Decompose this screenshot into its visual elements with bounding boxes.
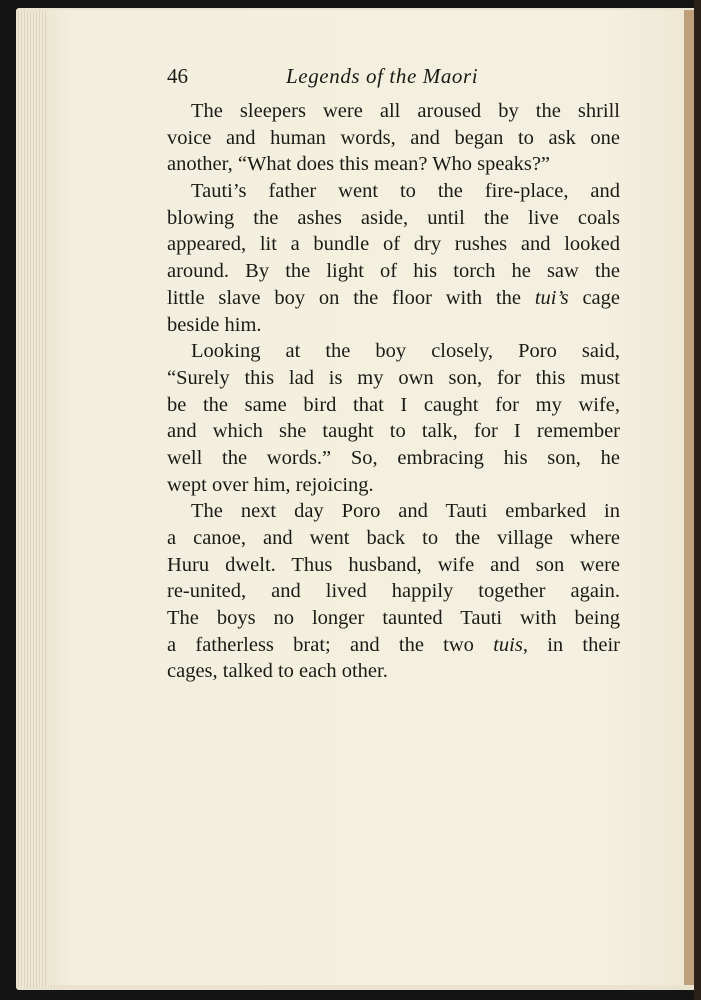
paragraph xyxy=(167,178,620,338)
text-line xyxy=(167,552,620,579)
text-line xyxy=(167,445,620,472)
line-segment: re-united, and lived happily together again. xyxy=(167,580,620,603)
text-line xyxy=(167,392,620,419)
line-segment: The sleepers were all aroused by the shrill xyxy=(191,100,620,122)
text-line xyxy=(167,365,620,392)
text-line xyxy=(167,632,620,659)
text-line xyxy=(167,498,620,525)
text-line xyxy=(167,418,620,445)
line-segment: voice and human words, and began to ask one xyxy=(167,126,620,149)
scan-border xyxy=(694,0,701,1000)
line-segment: and which she taught to talk, for I remember xyxy=(167,420,620,443)
text-line xyxy=(167,338,620,365)
text-line xyxy=(167,125,620,152)
italic-word: tui’s xyxy=(534,286,569,309)
text-line xyxy=(167,258,620,285)
line-segment: Huru dwelt. Thus husband, wife and son were xyxy=(167,553,620,576)
line-segment: around. By the light of his torch he saw the xyxy=(167,260,620,283)
text-line xyxy=(167,151,620,178)
line-segment: be the same bird that I caught for my wife, xyxy=(167,393,620,416)
italic-word: tuis, xyxy=(493,633,528,656)
line-segment: in their xyxy=(527,633,620,656)
text-line xyxy=(167,98,620,125)
line-segment: little slave boy on the floor with the xyxy=(167,286,535,309)
line-segment: another, “What does this mean? Who speaks?” xyxy=(167,153,551,176)
line-segment: blowing the ashes aside, until the live coals xyxy=(167,206,620,229)
line-segment: a canoe, and went back to the village where xyxy=(167,527,620,549)
line-segment: The next day Poro and Tauti embarked in xyxy=(191,500,620,523)
line-segment: Looking at the boy closely, Poro said, xyxy=(191,340,620,363)
text-line xyxy=(167,312,620,339)
line-segment: wept over him, rejoicing. xyxy=(167,473,374,496)
text-line xyxy=(167,578,620,605)
line-segment: well the words.” So, embracing his son, he xyxy=(167,446,620,469)
text-line xyxy=(167,605,620,632)
paragraph xyxy=(167,498,620,685)
text-line xyxy=(167,178,620,205)
line-segment: cages, talked to each other. xyxy=(167,660,388,683)
paragraph xyxy=(167,98,620,178)
line-segment: “Surely this lad is my own son, for this must xyxy=(167,366,620,389)
line-segment: appeared, lit a bundle of dry rushes and looked xyxy=(167,233,620,256)
line-segment: a fatherless brat; and the two xyxy=(167,633,494,656)
running-header xyxy=(167,64,627,92)
line-segment: Tauti’s father went to the fire-place, and xyxy=(191,180,620,203)
line-segment: The boys no longer taunted Tauti with being xyxy=(167,607,620,630)
line-segment: cage xyxy=(568,286,620,309)
text-line xyxy=(167,285,620,312)
page-number: 46 xyxy=(167,64,188,88)
text-line xyxy=(167,231,620,258)
line-segment: beside him. xyxy=(167,313,262,336)
text-line xyxy=(167,525,620,552)
paragraph xyxy=(167,338,620,498)
running-title: Legends of the Maori xyxy=(286,64,479,88)
text-line xyxy=(167,658,620,685)
body-text xyxy=(167,98,620,685)
text-line xyxy=(167,205,620,232)
text-line xyxy=(167,472,620,499)
